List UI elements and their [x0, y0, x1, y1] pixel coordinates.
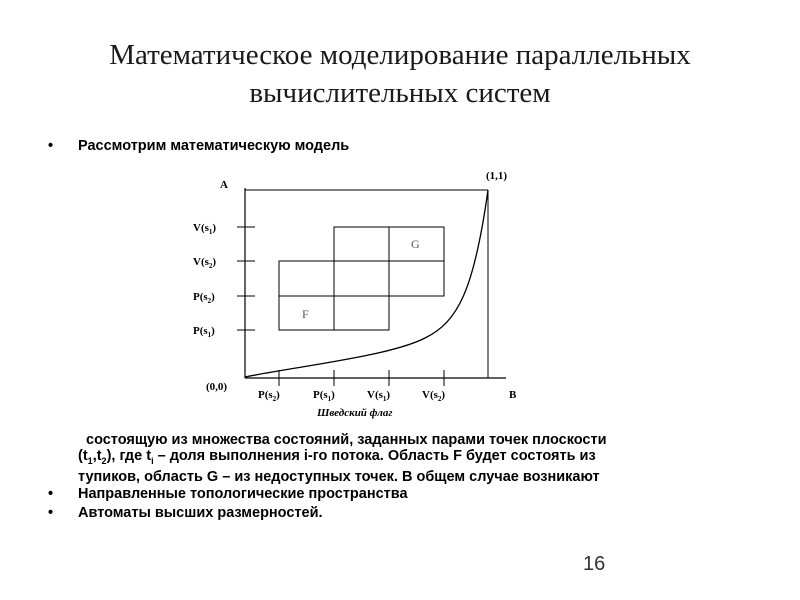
page-number: 16 [583, 553, 606, 575]
region-f-label: F [302, 307, 309, 321]
region-cell [389, 261, 444, 296]
para-line-2: $(t_1,t_2)$, где $t_i$ – доля выполнения i-го потока. Область F будет состоять из [78, 448, 596, 466]
axis-x-label: B [509, 389, 517, 401]
title-line-2: вычислительных систем [249, 77, 551, 109]
bullet-text: Рассмотрим математическую модель [78, 138, 350, 154]
y-tick-label: $V(s_1)$ [193, 222, 217, 236]
region-cell [334, 296, 389, 330]
x-tick-label: $V(s_1)$ [367, 389, 391, 403]
body-paragraph [78, 432, 678, 485]
bullet-text: Направленные топологические пространства [78, 486, 408, 502]
y-tick-label: $V(s_2)$ [193, 256, 217, 270]
corner-label: (1,1) [486, 170, 508, 182]
para-line-1: состоящую из множества состояний, заданных парами точек плоскости [86, 432, 607, 448]
x-tick-label: $P(s_2)$ [258, 389, 280, 403]
region-cell [279, 261, 334, 296]
region-g-label: G [411, 237, 420, 251]
axis-y-label: A [220, 179, 228, 191]
bullet-dot: • [48, 505, 54, 521]
y-tick-label: $P(s_2)$ [193, 291, 215, 305]
diagram-caption: Шведский флаг [317, 407, 393, 419]
region-cell [334, 227, 389, 261]
trajectory-curve [245, 190, 488, 377]
region-cell [334, 261, 389, 296]
title-line-1: Математическое моделирование параллельных [109, 39, 691, 71]
x-tick-label: $P(s_1)$ [313, 389, 335, 403]
para-line-3: тупиков, область G – из недоступных точек. В общем случае возникают [78, 468, 600, 485]
bullet-text: Автоматы высших размерностей. [78, 505, 323, 521]
bullet-dot: • [48, 486, 54, 502]
origin-label: (0,0) [206, 381, 228, 393]
y-tick-label: $P(s_1)$ [193, 325, 215, 339]
bullet-dot: • [48, 138, 54, 154]
x-tick-label: $V(s_2)$ [422, 389, 446, 403]
